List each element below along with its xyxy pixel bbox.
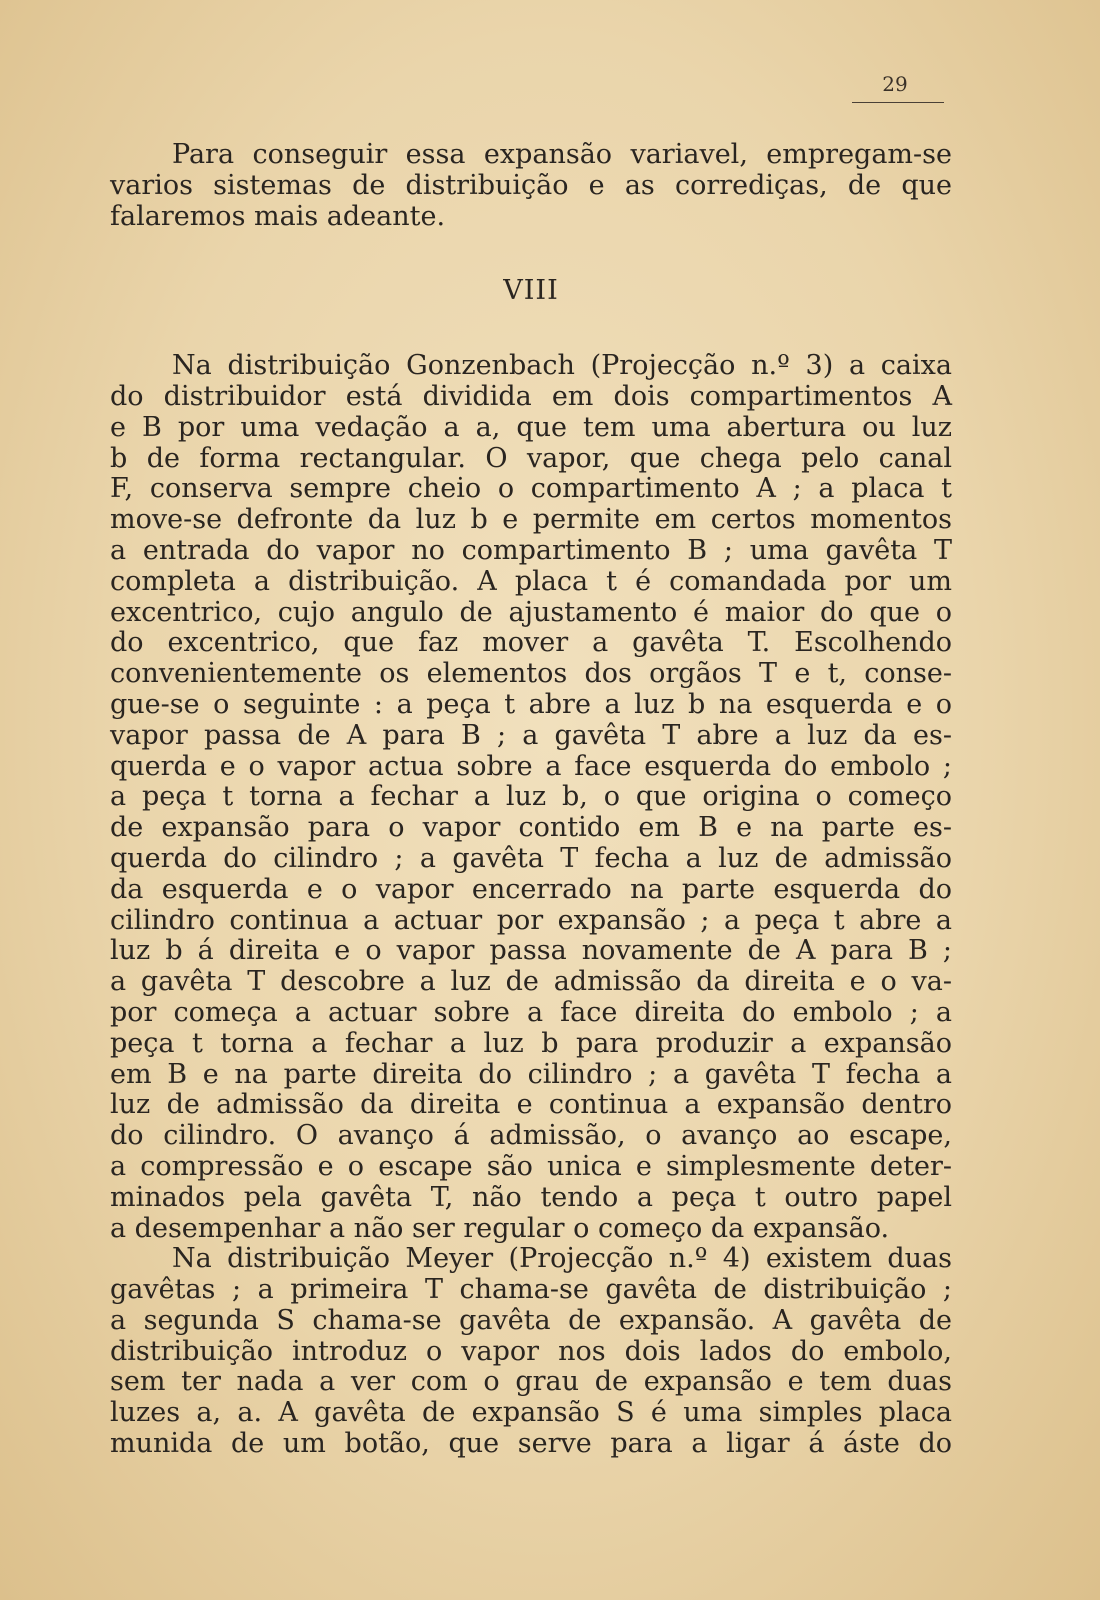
text-line: completa a distribuição. A placa t é comandada por um	[110, 565, 952, 597]
text-line: Para conseguir essa expansão variavel, empregam-se	[172, 139, 952, 170]
text-line: Na distribuição Meyer (Projecção n.º 4) existem duas	[172, 1243, 952, 1275]
paragraph-meyer	[110, 1244, 952, 1460]
paragraph-gonzenbach	[110, 351, 952, 1244]
text-line: cilindro continua a actuar por expansão ; a peça t abre a	[110, 904, 952, 936]
page-number: 29	[882, 72, 908, 96]
text-line: do cilindro. O avanço á admissão, o avanço ao escape,	[110, 1120, 952, 1152]
text-line: por começa a actuar sobre a face direita do embolo ; a	[110, 996, 952, 1028]
text-line: a gavêta T descobre a luz de admissão da direita e o va-	[110, 966, 952, 998]
text-line: querda e o vapor actua sobre a face esquerda do embolo ;	[110, 750, 952, 782]
text-line: luz b á direita e o vapor passa novamente de A para B ;	[110, 935, 952, 967]
text-line: e B por uma vedação a a, que tem uma abertura ou luz	[110, 411, 952, 443]
text-line: b de forma rectangular. O vapor, que chega pelo canal	[110, 442, 952, 474]
text-line: excentrico, cujo angulo de ajustamento é maior do que o	[110, 596, 952, 628]
text-line: Na distribuição Gonzenbach (Projecção n.º 3) a caixa	[172, 350, 952, 382]
text-line: luz de admissão da direita e continua a expansão dentro	[110, 1089, 952, 1121]
text-line: gavêtas ; a primeira T chama-se gavêta de distribuição ;	[110, 1274, 952, 1306]
text-line: a peça t torna a fechar a luz b, o que origina o começo	[110, 781, 952, 813]
text-line: do distribuidor está dividida em dois compartimentos A	[110, 380, 952, 412]
text-line: luzes a, a. A gavêta de expansão S é uma simples placa	[110, 1397, 952, 1429]
text-line: distribuição introduz o vapor nos dois lados do embolo,	[110, 1335, 952, 1367]
text-line: gue-se o seguinte : a peça t abre a luz b na esquerda e o	[110, 688, 952, 720]
text-line: sem ter nada a ver com o grau de expansão e tem duas	[110, 1366, 952, 1398]
text-line: peça t torna a fechar a luz b para produzir a expansão	[110, 1027, 952, 1059]
text-line: a desempenhar a não ser regular o começo da expansão.	[110, 1212, 890, 1244]
text-line: a segunda S chama-se gavêta de expansão. A gavêta de	[110, 1304, 952, 1336]
text-line: de expansão para o vapor contido em B e na parte es-	[110, 812, 952, 844]
text-line: F, conserva sempre cheio o compartimento A ; a placa t	[110, 473, 952, 505]
text-line: vapor passa de A para B ; a gavêta T abre a luz da es-	[110, 719, 952, 751]
text-line: falaremos mais adeante.	[110, 200, 446, 232]
text-line: a compressão e o escape são unica e simplesmente deter-	[110, 1150, 952, 1182]
text-line: convenientemente os elementos dos orgãos T e t, conse-	[110, 658, 952, 690]
text-line: a entrada do vapor no compartimento B ; uma gavêta T	[110, 534, 952, 566]
body-text	[110, 140, 952, 1460]
text-line: querda do cilindro ; a gavêta T fecha a luz de admissão	[110, 842, 952, 874]
page-number-rule	[852, 102, 944, 103]
text-line: do excentrico, que faz mover a gavêta T. Escolhendo	[110, 627, 952, 659]
text-line: varios sistemas de distribuição e as corrediças, de que	[110, 169, 952, 201]
section-heading: VIII	[503, 275, 559, 307]
text-line: da esquerda e o vapor encerrado na parte esquerda do	[110, 873, 952, 905]
text-line: em B e na parte direita do cilindro ; a gavêta T fecha a	[110, 1058, 952, 1090]
paragraph-intro	[110, 140, 952, 232]
text-line: move-se defronte da luz b e permite em certos momentos	[110, 504, 952, 536]
text-line: munida de um botão, que serve para a ligar á áste do	[110, 1428, 952, 1460]
text-line: minados pela gavêta T, não tendo a peça t outro papel	[110, 1181, 952, 1213]
